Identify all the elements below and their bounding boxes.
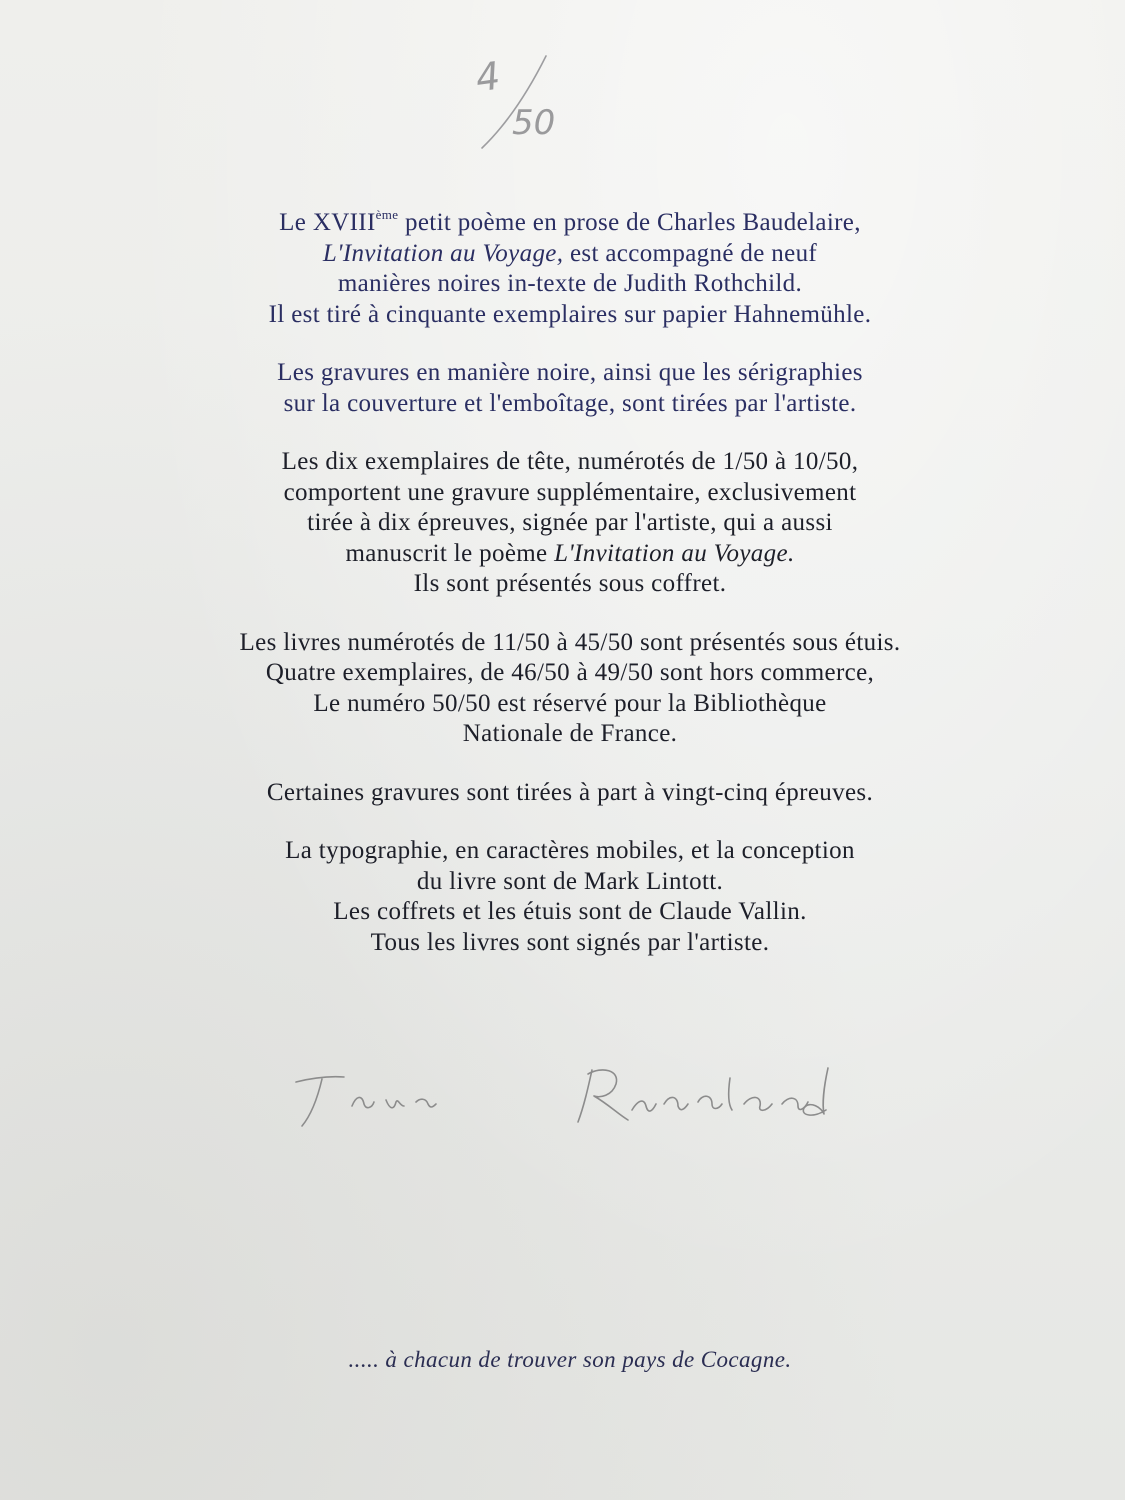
colophon-line: du livre sont de Mark Lintott. <box>416 867 724 895</box>
colophon-line: Ils sont présentés sous coffret. <box>413 570 727 597</box>
colophon-line: Les gravures en manière noire, ainsi que les sérigraphies <box>277 359 863 386</box>
colophon-line: sur la couverture et l'emboîtage, sont tirées par l'artiste. <box>283 389 857 417</box>
colophon-paragraph-5 <box>120 778 1020 809</box>
text-fragment: manuscrit le poème <box>345 539 555 567</box>
colophon-line: tirée à dix épreuves, signée par l'artiste, qui a aussi <box>307 509 833 536</box>
colophon-line: Quatre exemplaires, de 46/50 à 49/50 sont hors commerce, <box>265 659 875 686</box>
text-fragment: est accompagné de neuf <box>563 239 818 267</box>
colophon-paragraph-2 <box>120 358 1020 419</box>
edition-denominator: 50 <box>512 103 556 143</box>
closing-motto: ..... à chacun de trouver son pays de Cocagne. <box>348 1347 792 1372</box>
colophon-paragraph-6 <box>120 836 1020 958</box>
colophon-line: Les coffrets et les étuis sont de Claude Vallin. <box>333 898 807 925</box>
artist-signature <box>282 1048 932 1138</box>
colophon-line: Tous les livres sont signés par l'artiste. <box>370 928 770 956</box>
colophon-paragraph-4 <box>120 628 1020 750</box>
poem-title: L'Invitation au Voyage, <box>322 239 564 267</box>
colophon-line <box>120 239 1020 270</box>
text-fragment: petit poème en prose de Charles Baudelaire, <box>398 209 861 236</box>
colophon-line <box>120 208 1020 239</box>
colophon-line: Nationale de France. <box>462 720 678 747</box>
colophon-paragraph-3 <box>120 447 1020 600</box>
colophon-line: manières noires in-texte de Judith Rothchild. <box>337 270 803 297</box>
superscript: ème <box>375 207 399 222</box>
colophon-line: La typographie, en caractères mobiles, et la conception <box>285 837 855 864</box>
colophon-paragraph-1 <box>120 208 1020 330</box>
colophon-line: Les dix exemplaires de tête, numérotés de 1/50 à 10/50, <box>281 448 859 475</box>
edition-number <box>468 48 588 158</box>
colophon-line: Certaines gravures sont tirées à part à vingt-cinq épreuves. <box>266 778 874 806</box>
colophon-line: Les livres numérotés de 11/50 à 45/50 sont présentés sous étuis. <box>239 628 901 656</box>
poem-title: L'Invitation au Voyage. <box>554 539 795 567</box>
colophon-line: Il est tiré à cinquante exemplaires sur papier Hahnemühle. <box>268 300 872 328</box>
text-fragment: Le XVIII <box>279 209 376 236</box>
colophon-line <box>120 539 1020 570</box>
colophon-text <box>120 208 1020 986</box>
colophon-line: Le numéro 50/50 est réservé pour la Bibliothèque <box>313 689 827 717</box>
colophon-line: comportent une gravure supplémentaire, exclusivement <box>283 478 857 506</box>
edition-numerator: 4 <box>472 53 503 101</box>
